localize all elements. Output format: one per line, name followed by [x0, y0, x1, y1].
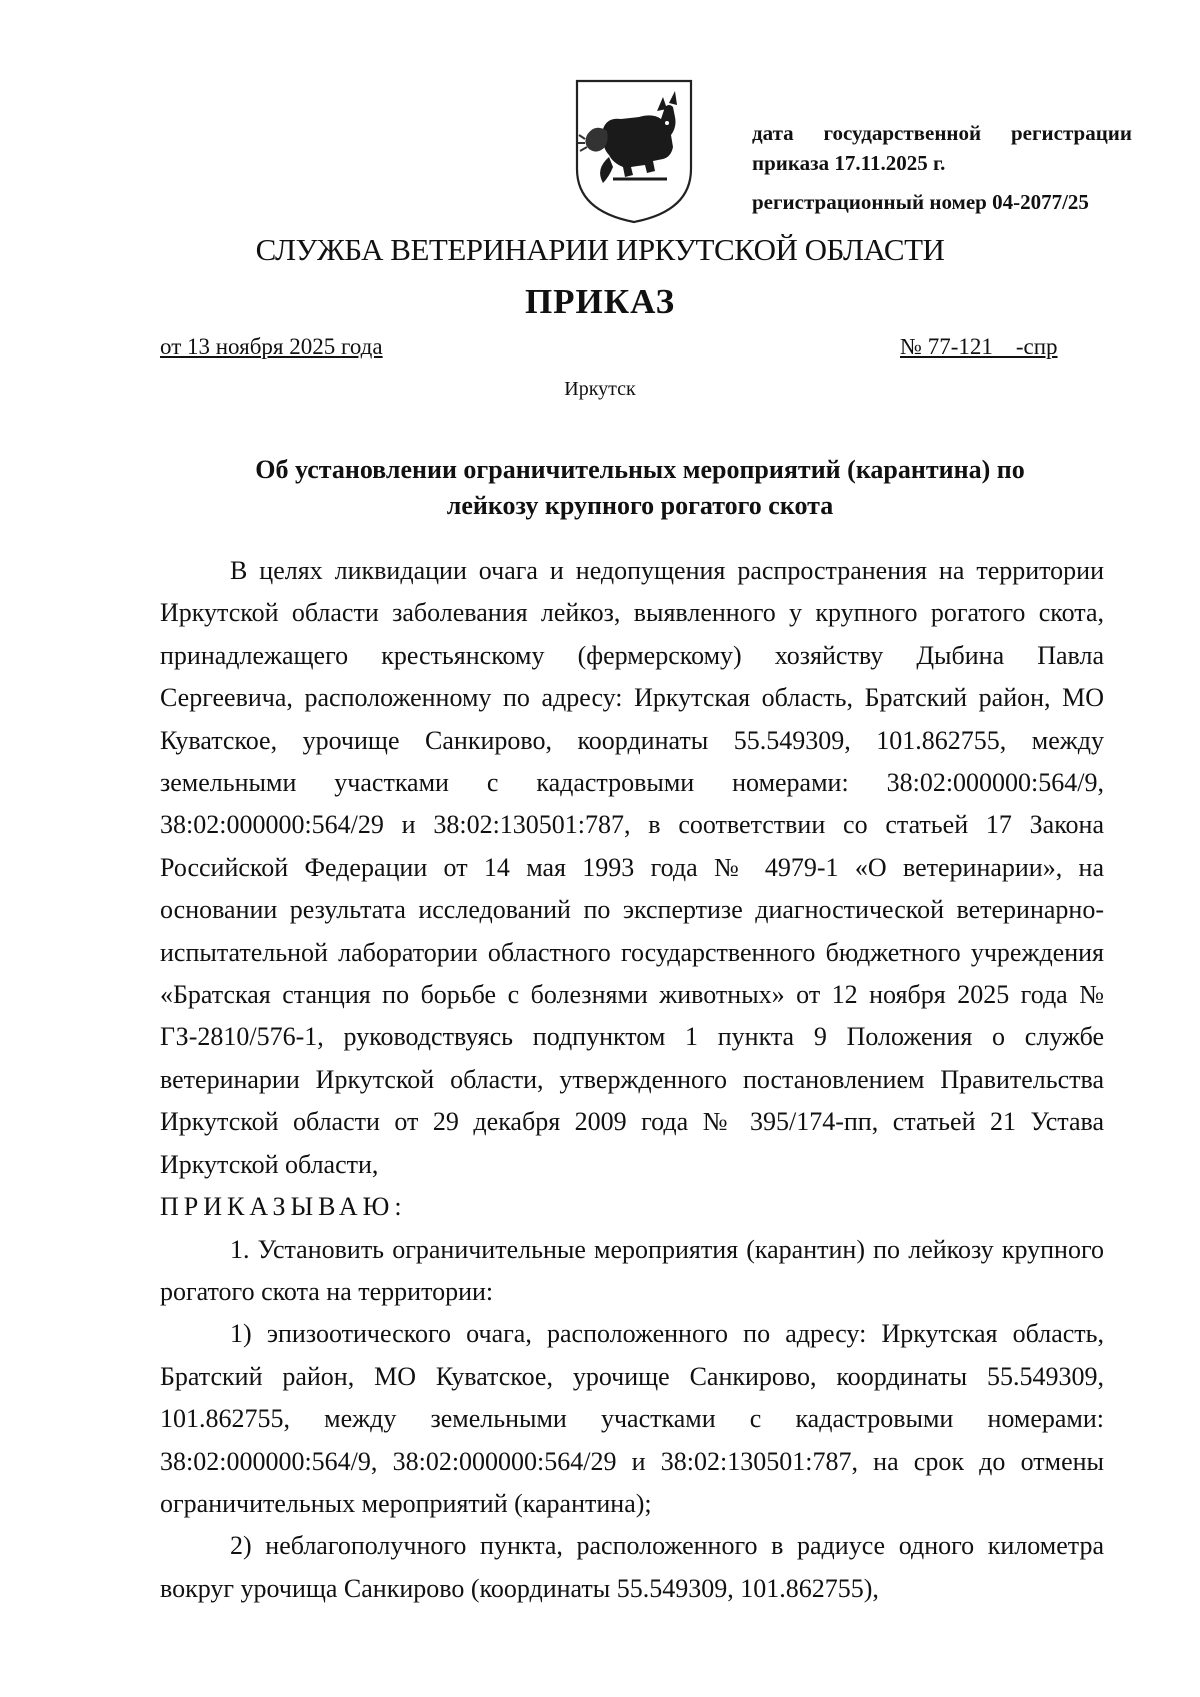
registration-number: регистрационный номер 04-2077/25: [752, 190, 1089, 214]
preamble-paragraph: В целях ликвидации очага и недопущения распространения на территории Иркутской области заболевания лейкоз, выявленного у крупного рогатого скота, принадлежащего крестьянскому (фермерскому) хозяйству Дыбина Павла Сергеевича, расположенному по адресу: Иркутская область, Братский район, МО Куватское, урочище Санкирово, координаты 55.549309, 101.862755, между земельными участками с кадастровыми номерами: 38:02:000000:564/9, 38:02:000000:564/29 и 38:02:130501:787, в соответствии со статьей 17 Закона Российской Федерации от 14 мая 1993 года № 4979-1 «О ветеринарии», на основании результата исследований по экспертизе диагностической ветеринарно-испытательной лаборатории областного государственного бюджетного учреждения «Братская станция по борьбе с болезнями животных» от 12 ноября 2025 года № ГЗ-2810/576-1, руководствуясь подпунктом 1 пункта 9 Положения о службе ветеринарии Иркутской области, утвержденного постановлением Правительства Иркутской области от 29 декабря 2009 года № 395/174-пп, статьей 21 Устава Иркутской области,: [160, 556, 1104, 1179]
item-1-1-paragraph: 1) эпизоотического очага, расположенного по адресу: Иркутская область, Братский район, МО Куватское, урочище Санкирово, координаты 55.549309, 101.862755, между земельными участками с кадастровыми номерами: 38:02:000000:564/9, 38:02:000000:564/29 и 38:02:130501:787, на срок до отмены ограничительных мероприятий (карантина);: [160, 1319, 1104, 1518]
registration-info: [752, 118, 1132, 217]
title-line: лейкозу крупного рогатого скота: [446, 491, 834, 520]
registration-word: государственной: [823, 121, 982, 145]
registration-line-1: [752, 118, 1132, 148]
registration-word: регистрации: [1010, 121, 1132, 145]
item-1-2-paragraph: 2) неблагополучного пункта, расположенного в радиусе одного километра вокруг урочища Санкирово (координаты 55.549309, 101.862755),: [160, 1531, 1104, 1603]
title-line: Об установлении ограничительных мероприятий (карантина) по: [255, 455, 1025, 484]
registration-date: приказа 17.11.2025 г.: [752, 151, 946, 175]
order-number: № 77-121 -спр: [900, 334, 1058, 359]
order-city: Иркутск: [564, 378, 636, 400]
document-title: [160, 452, 1120, 524]
document-body: [160, 550, 1104, 1610]
command-word: ПРИКАЗЫВАЮ:: [160, 1192, 407, 1222]
order-date: от 13 ноября 2025 года: [160, 334, 383, 359]
irkutsk-coat-of-arms-icon: [573, 77, 695, 225]
item-1-paragraph: 1. Установить ограничительные мероприятия (карантин) по лейкозу крупного рогатого скота на территории:: [160, 1234, 1104, 1306]
agency-name: СЛУЖБА ВЕТЕРИНАРИИ ИРКУТСКОЙ ОБЛАСТИ: [255, 232, 945, 267]
registration-word: дата: [752, 121, 794, 145]
document-type: ПРИКАЗ: [524, 282, 676, 321]
